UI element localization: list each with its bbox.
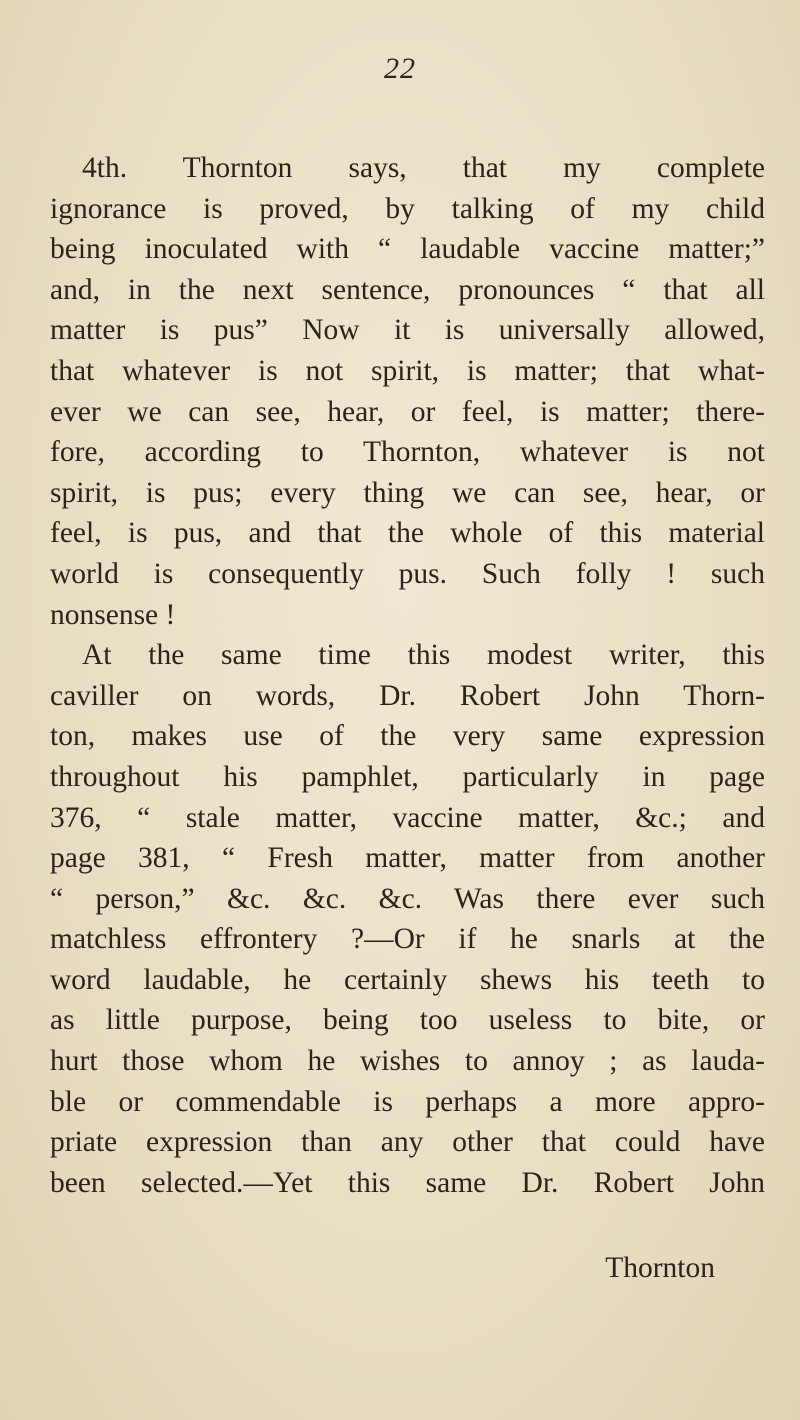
- text-line: page 381, “ Fresh matter, matter from another: [50, 842, 765, 875]
- text-line: 4th. Thornton says, that my complete: [82, 152, 765, 184]
- text-line: throughout his pamphlet, particularly in page: [50, 760, 765, 793]
- page-number: 22: [384, 52, 416, 85]
- catchword: Thornton: [605, 1252, 715, 1284]
- text-line: “ person,” &c. &c. &c. Was there ever such: [50, 882, 765, 915]
- text-line: ton, makes use of the very same expression: [50, 720, 765, 753]
- text-line: ignorance is proved, by talking of my child: [50, 192, 765, 225]
- text-line: world is consequently pus. Such folly ! such: [50, 557, 765, 590]
- text-line: as little purpose, being too useless to bite, or: [50, 1004, 765, 1037]
- text-line: fore, according to Thornton, whatever is not: [50, 436, 765, 469]
- text-line: At the same time this modest writer, this: [82, 639, 765, 672]
- text-line: ever we can see, hear, or feel, is matter; there-: [50, 395, 765, 428]
- text-line: priate expression than any other that could have: [50, 1126, 765, 1159]
- text-line: being inoculated with “ laudable vaccine matter;”: [50, 233, 765, 266]
- text-line: hurt those whom he wishes to annoy ; as lauda-: [50, 1045, 765, 1078]
- text-line: that whatever is not spirit, is matter; that what-: [50, 354, 765, 387]
- text-line: matchless effrontery ?—Or if he snarls at the: [50, 923, 765, 956]
- text-line: ble or commendable is perhaps a more appro-: [50, 1085, 765, 1118]
- text-line: nonsense !: [50, 598, 176, 631]
- text-line: caviller on words, Dr. Robert John Thorn-: [50, 679, 765, 712]
- text-line: 376, “ stale matter, vaccine matter, &c.; and: [50, 801, 765, 834]
- body-text: [50, 148, 765, 1203]
- text-line: feel, is pus, and that the whole of this material: [50, 517, 765, 550]
- text-line: spirit, is pus; every thing we can see, hear, or: [50, 476, 765, 509]
- text-line: been selected.—Yet this same Dr. Robert John: [50, 1166, 765, 1199]
- text-line: and, in the next sentence, pronounces “ that all: [50, 273, 765, 306]
- text-line: matter is pus” Now it is universally allowed,: [50, 314, 765, 347]
- text-line: word laudable, he certainly shews his teeth to: [50, 963, 765, 996]
